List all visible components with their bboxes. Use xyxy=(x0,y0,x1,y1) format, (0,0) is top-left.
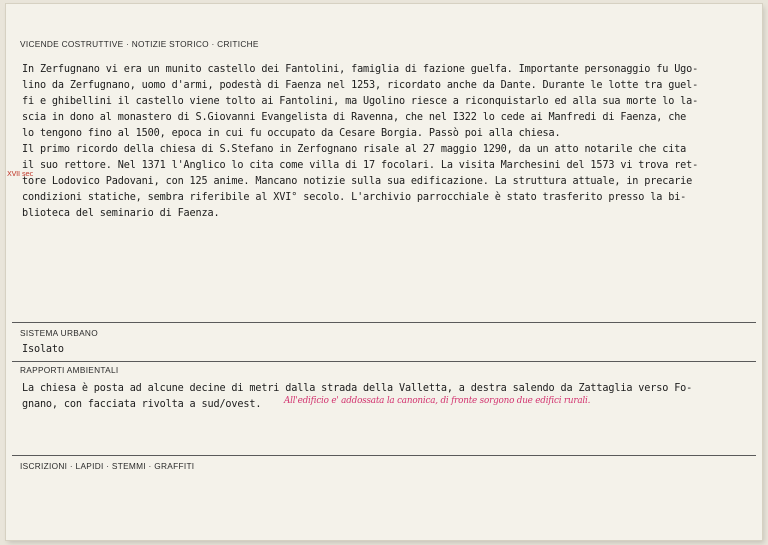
section-label-iscrizioni: ISCRIZIONI · LAPIDI · STEMMI · GRAFFITI xyxy=(20,461,195,471)
rapporti-text-line: La chiesa è posta ad alcune decine di metri dalla strada della Valletta, a destra salendo da Zattaglia verso Fo- xyxy=(22,383,693,394)
section-label-vicende: VICENDE COSTRUTTIVE · NOTIZIE STORICO · CRITICHE xyxy=(20,39,259,49)
divider xyxy=(12,322,756,323)
text-line: lo tengono fino al 1500, epoca in cui fu occupato da Cesare Borgia. Passò poi alla chiesa. xyxy=(22,128,561,139)
text-line: lino da Zerfugnano, uomo d'armi, podestà di Faenza nel 1253, ricordato anche da Dante. Durante le lotte tra guel- xyxy=(22,80,699,91)
margin-note: XVII sec xyxy=(7,170,34,178)
text-line: blioteca del seminario di Faenza. xyxy=(22,208,220,219)
text-line: condizioni statiche, sembra riferibile al XVI° secolo. L'archivio parrocchiale è stato trasferito presso la bi- xyxy=(22,192,687,203)
divider xyxy=(12,455,756,456)
text-line: In Zerfugnano vi era un munito castello dei Fantolini, famiglia di fazione guelfa. Importante personaggio fu Ugo- xyxy=(22,64,699,75)
text-line: il suo rettore. Nel 1371 l'Anglico lo cita come villa di 17 focolari. La visita Marchesini del 1573 vi trova ret- xyxy=(22,160,699,171)
sistema-urbano-value: Isolato xyxy=(22,344,64,355)
text-line: Il primo ricordo della chiesa di S.Stefano in Zerfognano risale al 27 maggio 1290, da un atto notarile che cita xyxy=(22,144,687,155)
section-label-sistema-urbano: SISTEMA URBANO xyxy=(20,328,98,338)
rapporti-text-line: gnano, con facciata rivolta a sud/ovest. xyxy=(22,399,262,410)
handwritten-note: All'edificio e' addossata la canonica, di fronte sorgono due edifici rurali. xyxy=(284,396,591,406)
document-sheet xyxy=(6,4,762,540)
text-line: scia in dono al monastero di S.Giovanni Evangelista di Ravenna, che nel I322 lo cede ai Manfredi di Faenza, che xyxy=(22,112,687,123)
divider xyxy=(12,361,756,362)
text-line: fi e ghibellini il castello viene tolto ai Fantolini, ma Ugolino riesce a riconquistarlo ed alla sua morte lo la- xyxy=(22,96,699,107)
section-label-rapporti: RAPPORTI AMBIENTALI xyxy=(20,365,119,375)
text-line: tore Lodovico Padovani, con 125 anime. Mancano notizie sulla sua edificazione. La struttura attuale, in precarie xyxy=(22,176,693,187)
